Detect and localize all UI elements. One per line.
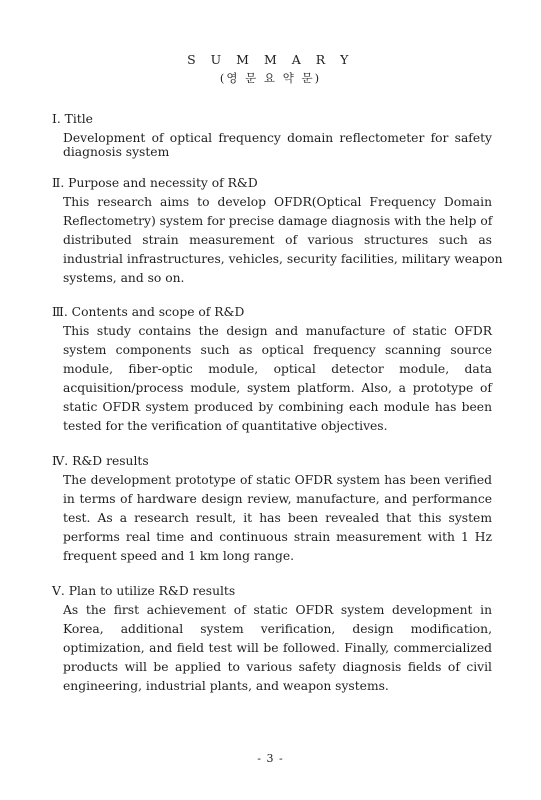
body-line: Korea, additional system verification, design modification, (63, 622, 492, 636)
body-line: diagnosis system (63, 145, 170, 159)
section-body (63, 131, 492, 159)
body-line: As the first achievement of static OFDR system development in (63, 603, 492, 617)
section-title (52, 110, 492, 159)
document-title: S U M M A R Y (187, 52, 354, 67)
section-body (63, 322, 492, 436)
body-line: This research aims to develop OFDR(Optical Frequency Domain (63, 195, 492, 209)
body-line: The development prototype of static OFDR system has been verified (63, 473, 492, 487)
section-body (63, 193, 503, 288)
body-line: distributed strain measurement of various structures such as (63, 233, 492, 247)
body-line: tested for the verification of quantitative objectives. (63, 419, 388, 433)
section-heading: Ⅲ. Contents and scope of R&D (52, 305, 245, 319)
body-line: static OFDR system produced by combining each module has been (63, 400, 492, 414)
body-line: products will be applied to various safety diagnosis fields of civil (63, 660, 492, 674)
body-line: This study contains the design and manufacture of static OFDR (63, 324, 492, 338)
body-line: module, fiber-optic module, optical detector module, data (63, 362, 492, 376)
body-line: system components such as optical frequency scanning source (63, 343, 492, 357)
section-body (63, 471, 492, 566)
body-line: frequent speed and 1 km long range. (63, 549, 295, 563)
section-heading: Ⅳ. R&D results (52, 454, 149, 468)
body-line: industrial infrastructures, vehicles, security facilities, military weapon (63, 252, 503, 266)
section-plan (52, 582, 492, 696)
body-line: performs real time and continuous strain measurement with 1 Hz (63, 530, 492, 544)
body-line: in terms of hardware design review, manufacture, and performance (63, 492, 492, 506)
body-line: optimization, and field test will be followed. Finally, commercialized (63, 641, 492, 655)
section-results (52, 452, 492, 566)
body-line: engineering, industrial plants, and weapon systems. (63, 679, 389, 693)
section-heading: Ⅱ. Purpose and necessity of R&D (52, 176, 258, 190)
body-line: test. As a research result, it has been revealed that this system (63, 511, 492, 525)
title-block (0, 52, 541, 86)
body-line: Development of optical frequency domain reflectometer for safety (63, 131, 492, 145)
section-heading: Ⅰ. Title (52, 112, 93, 126)
section-purpose (52, 174, 503, 288)
body-line: Reflectometry) system for precise damage diagnosis with the help of (63, 214, 493, 228)
section-contents (52, 303, 492, 436)
body-line: systems, and so on. (63, 271, 185, 285)
page-number: - 3 - (257, 752, 284, 765)
section-heading: Ⅴ. Plan to utilize R&D results (52, 584, 236, 598)
body-line: acquisition/process module, system platform. Also, a prototype of (63, 381, 492, 395)
section-body (63, 601, 492, 696)
document-subtitle: (영 문 요 약 문) (219, 71, 322, 85)
